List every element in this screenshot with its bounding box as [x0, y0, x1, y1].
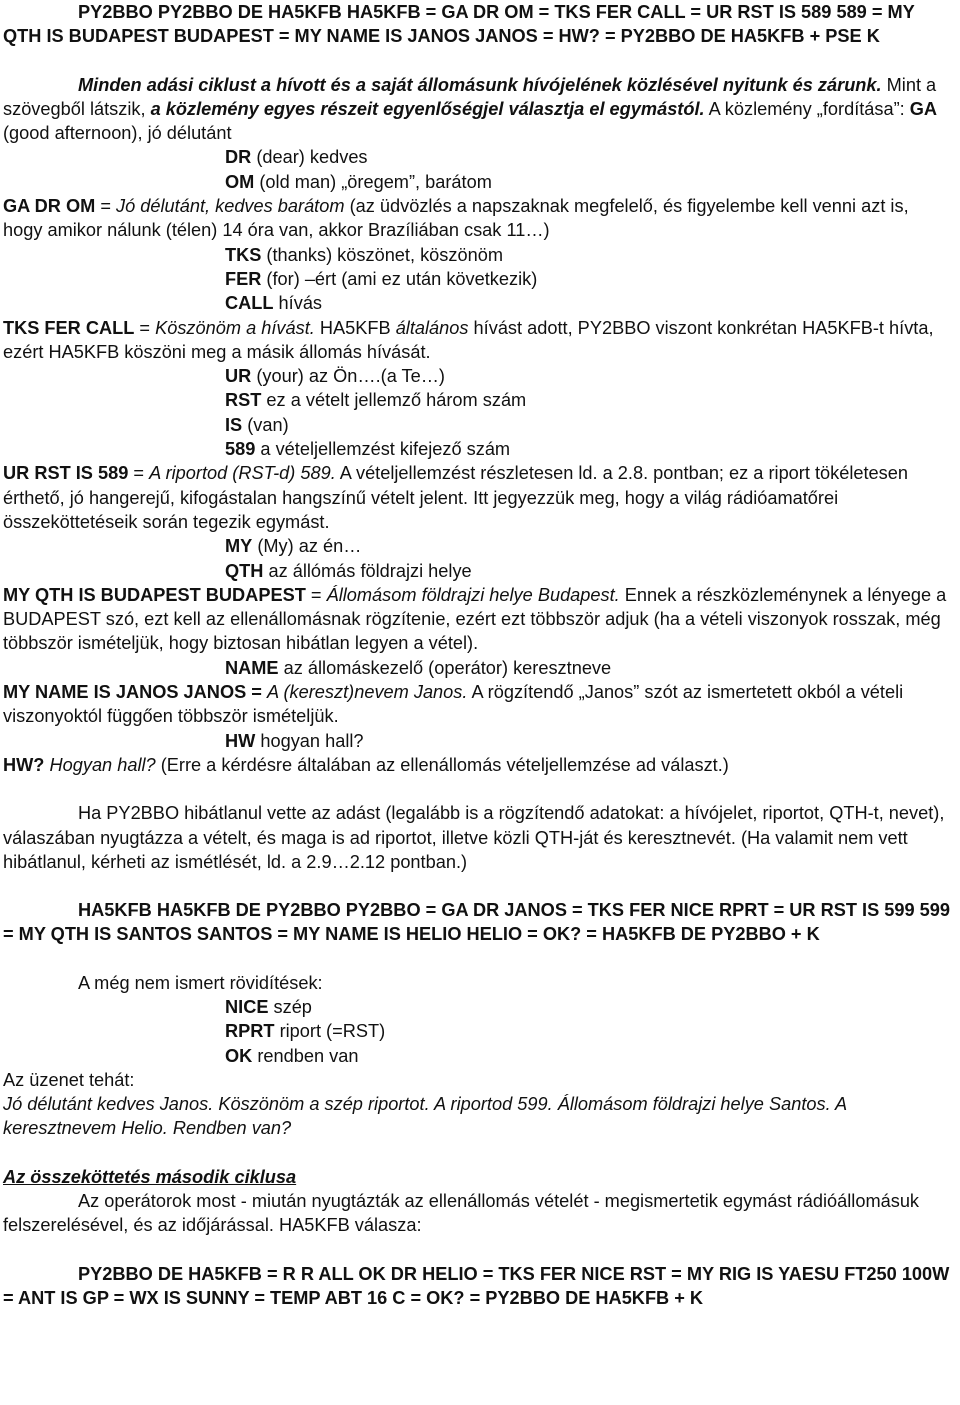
text-run: (old man) „öregem”, barátom: [254, 171, 492, 192]
text-run: (van): [242, 414, 289, 435]
paragraph-hwq: [3, 753, 953, 777]
text-run: Ennek a részközleménynek a lényege a BUDAPEST szó, ezt kell az ellenállomásnak rögzítenie, ezért ezt többször adjuk (ha a vételi viszonyok rosszak, még többször ismételjük, hogy biztosan hibátlan legyen a vétel).: [3, 584, 947, 654]
text-run: GA DR OM: [3, 196, 96, 217]
text-run: MY QTH IS BUDAPEST BUDAPEST: [3, 584, 306, 605]
paragraph-hw: [3, 729, 953, 753]
text-run: (your) az Ön….(a Te…): [251, 366, 445, 387]
paragraph-rst: [3, 388, 953, 412]
text-run: Az operátorok most - miután nyugtázták az ellenállomás vételét - megismertetik egymást rádióállomásuk felszerelésével, és az időjárással. HA5KFB válasza:: [3, 1191, 920, 1236]
paragraph-fer: [3, 267, 953, 291]
text-run: Hogyan hall?: [49, 754, 156, 775]
text-run: A vételjellemzést részletesen ld. a 2.8. pontban; ez a riport tökéletesen érthető, jó hangerejű, kifogástalan hangszínű vételt jelent. Itt jegyezzük meg, hogy a világ rádióamatőrei összeköttetéseik során tegezik egymást.: [3, 463, 908, 532]
paragraph-n589: [3, 437, 953, 461]
text-run: ez a vételt jellemző három szám: [261, 390, 527, 411]
text-run: Az üzenet tehát:: [3, 1069, 135, 1090]
paragraph-spacer: [3, 947, 953, 971]
text-run: Ha PY2BBO hibátlanul vette az adást (legalább is a rögzítendő adatokat: a hívójelet, riportot, QTH-t, nevet), válaszában nyugtázza a vételt, és maga is ad riportot, illetve közli QTH-ját és keresztnevét. (Ha valamit nem vett hibátlanul, kérheti az ismétlését, ld. a 2.9…2.12 pontban.): [3, 803, 945, 872]
paragraph-call: [3, 291, 953, 315]
text-run: =: [95, 196, 117, 217]
paragraph-qth: [3, 559, 953, 583]
text-run: rendben van: [252, 1045, 359, 1066]
text-run: =: [305, 584, 327, 605]
paragraph-tks: [3, 243, 953, 267]
text-run: (Erre a kérdésre általában az ellenállomás vételjellemzése ad választ.): [155, 754, 729, 775]
paragraph-heading: [3, 1165, 953, 1189]
text-run: HW: [225, 730, 256, 751]
text-run: az állómás földrajzi helye: [263, 560, 472, 581]
paragraph-ok: [3, 1044, 953, 1068]
paragraph-tksfercall: [3, 316, 953, 365]
text-run: IS: [225, 414, 243, 435]
paragraph-rprt: [3, 1019, 953, 1043]
text-run: a közlemény egyes részeit egyenlőségjel választja el egymástól.: [150, 98, 705, 119]
text-run: hogyan hall?: [255, 730, 364, 751]
text-run: =: [134, 317, 156, 338]
paragraph-spacer: [3, 777, 953, 801]
text-run: riport (=RST): [274, 1021, 386, 1042]
paragraph-my: [3, 534, 953, 558]
text-run: HW?: [3, 754, 45, 775]
text-run: (good afternoon), jó délutánt: [3, 123, 232, 144]
paragraph-intro: [3, 73, 953, 146]
text-run: CALL: [225, 293, 274, 314]
text-run: FER: [225, 268, 262, 289]
text-run: a vételjellemzést kifejező szám: [255, 439, 511, 460]
text-run: általános: [395, 317, 469, 338]
paragraph-om: [3, 170, 953, 194]
text-run: PY2BBO PY2BBO DE HA5KFB HA5KFB = GA DR OM = TKS FER CALL = UR RST IS 589 589 = MY QTH IS BUDAPEST BUDAPEST = MY NAME IS JANOS JANOS = HW? = PY2BBO DE HA5KFB + PSE K: [3, 2, 915, 47]
text-run: A rögzítendő „Janos” szót az ismertetett okból a vételi viszonyoktól függően többször ismételjük.: [3, 682, 904, 727]
paragraph-ha: [3, 801, 953, 874]
text-run: RPRT: [225, 1021, 275, 1042]
text-run: GA: [909, 98, 938, 119]
text-run: MY: [225, 536, 253, 557]
text-run: Állomásom földrajzi helye Budapest.: [326, 584, 620, 605]
text-run: A közlemény „fordítása”:: [704, 98, 910, 119]
text-run: OK: [225, 1045, 253, 1066]
text-run: DR: [225, 147, 252, 168]
paragraph-msg1: [3, 0, 953, 49]
text-run: =: [128, 463, 150, 484]
paragraph-nice: [3, 995, 953, 1019]
paragraph-spacer: [3, 1238, 953, 1262]
paragraph-operatorok: [3, 1189, 953, 1238]
text-run: Jó délutánt, kedves barátom: [116, 196, 345, 217]
text-run: Az összeköttetés második ciklusa: [3, 1166, 297, 1187]
paragraph-myqth: [3, 583, 953, 656]
paragraph-myname: [3, 680, 953, 729]
text-run: (dear) kedves: [251, 147, 368, 168]
text-run: Mint a szövegből látszik,: [3, 74, 937, 119]
paragraph-msg3: [3, 1262, 953, 1311]
text-run: QTH: [225, 560, 264, 581]
text-run: (thanks) köszönet, köszönöm: [261, 244, 503, 265]
paragraph-meg: [3, 971, 953, 995]
text-run: szép: [268, 996, 312, 1017]
text-run: NAME: [225, 657, 279, 678]
text-run: Köszönöm a hívást.: [155, 317, 315, 338]
text-run: hívást adott, PY2BBO viszont konkrétan HA5KFB-t hívta, ezért HA5KFB köszöni meg a másik állomás hívását.: [3, 317, 934, 362]
paragraph-spacer: [3, 49, 953, 73]
paragraph-dr: [3, 145, 953, 169]
paragraph-is: [3, 413, 953, 437]
text-run: hívás: [273, 293, 323, 314]
text-run: 589: [225, 439, 256, 460]
text-run: A (kereszt)nevem Janos.: [266, 682, 468, 703]
text-run: NICE: [225, 996, 269, 1017]
text-run: OM: [225, 171, 255, 192]
paragraph-spacer: [3, 1141, 953, 1165]
paragraph-urrst: [3, 461, 953, 534]
text-run: PY2BBO DE HA5KFB = R R ALL OK DR HELIO = TKS FER NICE RST = MY RIG IS YAESU FT250 100W = ANT IS GP = WX IS SUNNY = TEMP ABT 16 C = OK? = PY2BBO DE HA5KFB + K: [3, 1263, 950, 1308]
text-run: RST: [225, 390, 262, 411]
text-run: HA5KFB: [314, 317, 396, 338]
text-run: UR: [225, 366, 252, 387]
text-run: TKS FER CALL: [3, 317, 135, 338]
paragraph-gadrom: [3, 194, 953, 243]
text-run: az állomáskezelő (operátor) keresztneve: [278, 657, 612, 678]
text-run: Minden adási ciklust a hívott és a saját állomásunk hívójelének közlésével nyitunk és zárunk.: [78, 74, 882, 95]
paragraph-uzenet: [3, 1068, 953, 1092]
paragraph-name: [3, 656, 953, 680]
paragraph-spacer: [3, 874, 953, 898]
text-run: HA5KFB HA5KFB DE PY2BBO PY2BBO = GA DR JANOS = TKS FER NICE RPRT = UR RST IS 599 599 = MY QTH IS SANTOS SANTOS = MY NAME IS HELIO HELIO = OK? = HA5KFB DE PY2BBO + K: [3, 900, 951, 945]
text-run: A még nem ismert rövidítések:: [78, 972, 323, 993]
text-run: TKS: [225, 244, 262, 265]
text-run: (for) –ért (ami ez után következik): [261, 268, 538, 289]
text-run: A riportod (RST-d) 589.: [149, 463, 336, 484]
text-run: Jó délutánt kedves Janos. Köszönöm a szép riportot. A riportod 599. Állomásom földrajzi helye Santos. A keresztnevem Helio. Rendben van?: [3, 1094, 847, 1139]
paragraph-msg2: [3, 898, 953, 947]
paragraph-ur: [3, 364, 953, 388]
text-run: (az üdvözlés a napszaknak megfelelő, és figyelembe kell venni azt is, hogy amikor nálunk (télen) 14 óra van, akkor Brazíliában csak 11…): [3, 196, 909, 241]
text-run: UR RST IS 589: [3, 463, 129, 484]
text-run: (My) az én…: [252, 536, 362, 557]
paragraph-jo: [3, 1092, 953, 1141]
text-run: MY NAME IS JANOS JANOS =: [3, 682, 262, 703]
document-page: [3, 0, 953, 1310]
